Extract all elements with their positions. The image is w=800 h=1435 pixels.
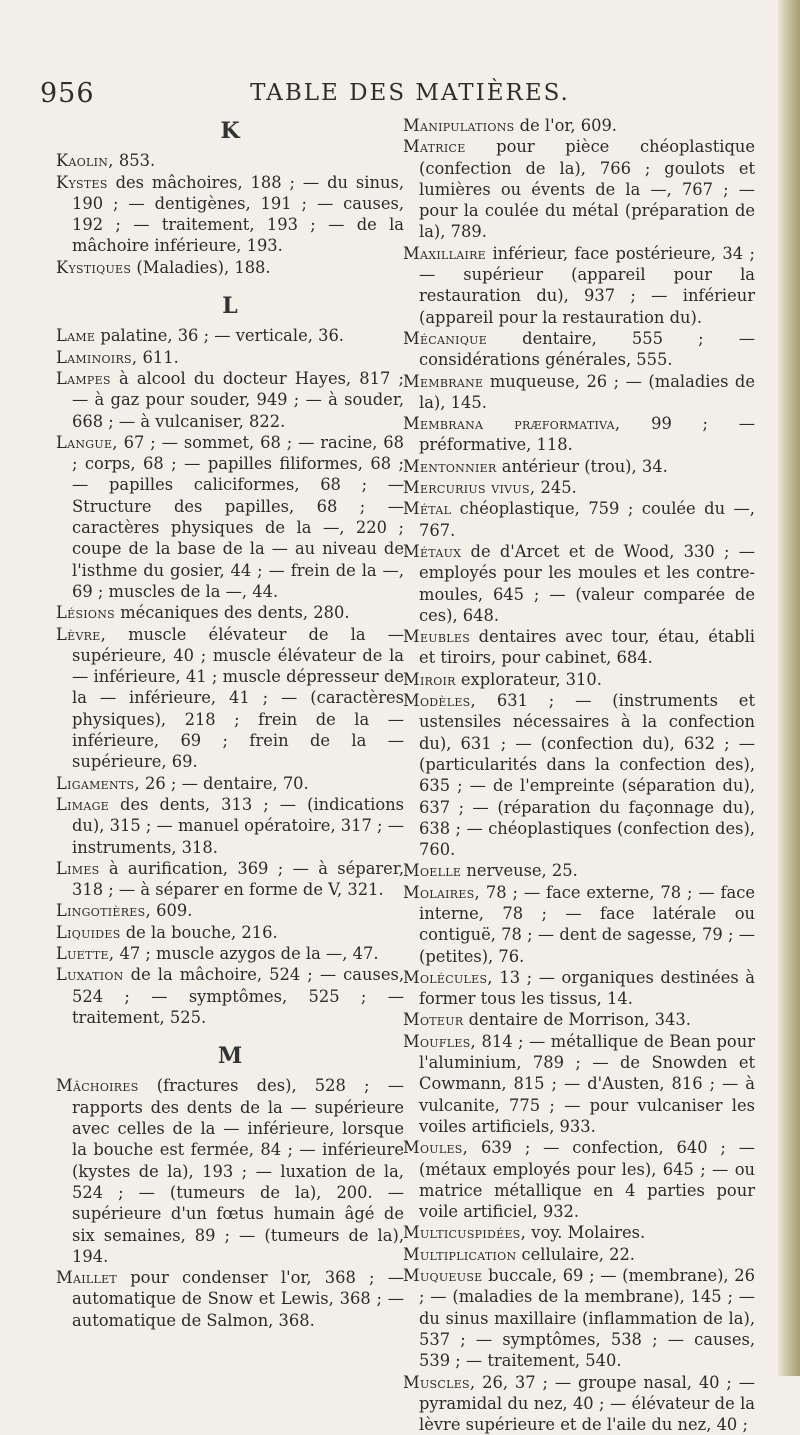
entry-headword: Mécanique <box>403 328 488 348</box>
page-header <box>40 78 780 108</box>
entry-text: des dents, 313 ; — (indications du), 315 ; — manuel opératoire, 317 ; — instruments, 318. <box>72 794 404 857</box>
page-edge-shadow <box>778 0 800 1376</box>
entry-text: 99 ; — préformative, 118. <box>419 414 755 455</box>
entry-headword: Moules, <box>403 1138 469 1158</box>
index-entry <box>403 967 755 1010</box>
index-entry <box>56 964 404 1028</box>
entry-text: des mâchoires, 188 ; — du sinus, 190 ; — dentigènes, 191 ; — causes, 192 ; — traitement, 193 ; — de la mâchoire inférieure, 193. <box>72 172 404 256</box>
entry-text: 26, 37 ; — groupe nasal, 40 ; — pyramidal du nez, 40 ; — élévateur de la lèvre supérieure et de l'aile du nez, 40 ; <box>419 1372 755 1435</box>
entry-headword: Mentonnier <box>403 456 497 476</box>
index-entry <box>56 368 404 432</box>
index-entry <box>56 172 404 257</box>
index-entry <box>56 943 404 964</box>
index-entry <box>56 257 404 278</box>
index-entry <box>403 626 755 669</box>
section-letter: K <box>220 118 240 144</box>
index-entry <box>56 858 404 901</box>
entry-headword: Lèvre, <box>56 624 107 644</box>
index-entry <box>403 413 755 456</box>
entry-text: 67 ; — sommet, 68 ; — racine, 68 ; corps, 68 ; — papilles filiformes, 68 ; — papilles caliciformes, 68 ; — Structure des papilles, 68 ; — caractères physiques de la —, 220 ; coupe de la base de la — au niveau de l'isthme du gosier, 44 ; — frein de la —, 69 ; muscles de la —, 44. <box>72 432 404 601</box>
entry-text: mécaniques des dents, 280. <box>115 603 350 623</box>
index-entry <box>56 922 404 943</box>
entry-text: voy. Molaires. <box>526 1223 646 1243</box>
entry-text: 609. <box>150 901 193 921</box>
entry-text: antérieur (trou), 34. <box>496 456 668 476</box>
entry-text: de l'or, 609. <box>514 116 617 135</box>
entry-text: nerveuse, 25. <box>461 861 578 881</box>
page-number: 956 <box>40 78 95 109</box>
entry-headword: Multiplication <box>403 1244 517 1264</box>
entry-text: explorateur, 310. <box>455 669 602 689</box>
entry-headword: Meubles <box>403 627 471 647</box>
entry-text: 611. <box>137 347 179 367</box>
entry-text: dentaire, 555 ; — considérations générales, 555. <box>419 328 755 370</box>
entry-text: 631 ; — (instruments et ustensiles nécessaires à la confection du), 631 ; — (confection du), 632 ; — (particularités dans la confection des), 635 ; — de l'empreinte (séparation du), 637 ; — (réparation du façonnage du), 638 ; — chéoplastiques (confection des), 760. <box>419 691 755 860</box>
index-entry <box>403 1222 755 1243</box>
index-entry <box>56 773 404 794</box>
entry-text: cellulaire, 22. <box>516 1244 635 1264</box>
entry-headword: Ligaments, <box>56 773 140 793</box>
entry-headword: Maxillaire <box>403 243 487 263</box>
index-entry <box>56 900 404 921</box>
index-entry <box>403 371 755 414</box>
index-entry <box>56 794 404 858</box>
entry-headword: Laminoirs, <box>56 347 138 367</box>
index-entry <box>403 541 755 626</box>
index-entry <box>403 115 755 136</box>
entry-headword: Matrice <box>403 137 466 157</box>
index-entry <box>56 347 404 368</box>
entry-text: 639 ; — confection, 640 ; — (métaux employés pour les), 645 ; — ou matrice métallique en 4 parties pour voile artificiel, 932. <box>419 1138 755 1222</box>
entry-text: palatine, 36 ; — verticale, 36. <box>95 326 344 346</box>
entry-headword: Molaires, <box>403 882 481 902</box>
entry-text: 814 ; — métallique de Bean pour l'aluminium, 789 ; — de Snowden et Cowmann, 815 ; — d'Austen, 816 ; — à vulcanite, 775 ; — pour vulcaniser les voiles artificiels, 933. <box>419 1031 755 1136</box>
entry-headword: Muqueuse <box>403 1266 483 1286</box>
entry-headword: Moelle <box>403 861 462 881</box>
entry-headword: Mercurius vivus, <box>403 478 536 498</box>
index-entry <box>56 602 404 623</box>
entry-headword: Mâchoires <box>56 1076 139 1096</box>
index-entry <box>403 1009 755 1030</box>
index-entry <box>56 1075 404 1267</box>
entry-headword: Molécules, <box>403 967 493 987</box>
entry-text: muscle élévateur de la — supérieure, 40 ; muscle élévateur de la — inférieure, 41 ; muscle dépresseur de la — inférieure, 41 ; — (caractères physiques), 218 ; frein de la — inférieure, 69 ; frein de la — supérieure, 69. <box>72 624 404 772</box>
entry-headword: Manipulations <box>403 116 515 135</box>
entry-headword: Luette, <box>56 943 115 963</box>
entry-text: dentaire de Morrison, 343. <box>463 1010 691 1030</box>
entry-text: 245. <box>535 478 577 498</box>
entry-text: buccale, 69 ; — (membrane), 26 ; — (maladies de la membrane), 145 ; — du sinus maxillaire (inflammation de la), 537 ; — symptômes, 538 ; — causes, 539 ; — traitement, 540. <box>419 1266 755 1371</box>
index-entry <box>403 136 755 242</box>
entry-headword: Langue, <box>56 432 118 452</box>
entry-text: de d'Arcet et de Wood, 330 ; — employés pour les moules et les contre-moules, 645 ; — (valeur comparée de ces), 648. <box>419 541 755 625</box>
entry-headword: Lame <box>56 326 96 346</box>
index-entry <box>403 456 755 477</box>
entry-headword: Kystiques <box>56 257 132 277</box>
entry-headword: Métaux <box>403 541 462 561</box>
index-entry <box>56 624 404 773</box>
index-entry <box>403 690 755 860</box>
entry-text: à aurification, 369 ; — à séparer, 318 ; — à séparer en forme de V, 321. <box>72 858 404 900</box>
index-entry <box>403 328 755 371</box>
index-entry <box>403 477 755 498</box>
entry-headword: Muscles, <box>403 1372 476 1392</box>
entry-text: 26 ; — dentaire, 70. <box>139 773 309 793</box>
entry-headword: Métal <box>403 499 452 519</box>
entry-text: muqueuse, 26 ; — (maladies de la), 145. <box>419 371 755 412</box>
entry-headword: Membrana præformativa, <box>403 414 621 434</box>
entry-text: (Maladies), 188. <box>131 257 271 277</box>
entry-headword: Miroir <box>403 669 456 689</box>
entry-headword: Lampes <box>56 368 111 388</box>
entry-text: pour pièce chéoplastique (confection de la), 766 ; goulots et lumières ou évents de la —, 767 ; — pour la coulée du métal (préparation de la), 789. <box>419 137 755 242</box>
index-entry <box>403 1372 755 1435</box>
section-letter: L <box>222 293 238 320</box>
entry-headword: Limage <box>56 794 109 814</box>
entry-text: 13 ; — organiques destinées à former tous les tissus, 14. <box>419 967 755 1009</box>
entry-headword: Moteur <box>403 1010 464 1030</box>
entry-headword: Kaolin, <box>56 151 114 171</box>
entry-text: à alcool du docteur Hayes, 817 ; — à gaz pour souder, 949 ; — à souder, 668 ; — à vulcaniser, 822. <box>72 368 404 431</box>
index-entry <box>403 1137 755 1222</box>
entry-text: de la bouche, 216. <box>120 922 278 942</box>
entry-text: (fractures des), 528 ; — rapports des dents de la — supérieure avec celles de la — inférieure, lorsque la bouche est fermée, 84 ; — inférieure (kystes de la), 193 ; — luxation de la, 524 ; — (tumeurs de la), 200. — supérieure d'un fœtus humain âgé de six semaines, 89 ; — (tumeurs de la), 194. <box>72 1076 404 1266</box>
entry-text: dentaires avec tour, étau, établi et tiroirs, pour cabinet, 684. <box>419 627 755 668</box>
index-entry <box>403 498 755 541</box>
entry-text: 47 ; muscle azygos de la —, 47. <box>114 943 379 963</box>
entry-headword: Limes <box>56 858 100 878</box>
index-entry <box>56 432 404 602</box>
entry-headword: Lésions <box>56 603 116 623</box>
entry-headword: Liquides <box>56 922 121 942</box>
entry-text: pour condenser l'or, 368 ; — automatique de Snow et Lewis, 368 ; — automatique de Salmon, 368. <box>72 1268 404 1330</box>
index-entry <box>403 1265 755 1371</box>
entry-text: inférieur, face postérieure, 34 ; — supérieur (appareil pour la restauration du), 937 ; — inférieur (appareil pour la restauration du). <box>419 243 755 327</box>
entry-text: chéoplastique, 759 ; coulée du —, 767. <box>419 499 755 540</box>
index-entry <box>56 150 404 171</box>
running-title: TABLE DES MATIÈRES. <box>250 80 570 106</box>
entry-headword: Maillet <box>56 1268 118 1288</box>
entry-text: 78 ; — face externe, 78 ; — face interne, 78 ; — face latérale ou contiguë, 78 ; — dent de sagesse, 79 ; — (petites), 76. <box>419 882 755 966</box>
entry-text: 853. <box>113 151 156 171</box>
index-column-left <box>56 115 404 1331</box>
index-entry <box>56 325 404 346</box>
section-letter: M <box>217 1043 243 1070</box>
index-column-right <box>403 115 755 1435</box>
index-entry <box>56 1267 404 1331</box>
entry-headword: Membrane <box>403 371 484 391</box>
entry-headword: Lingotières, <box>56 901 151 921</box>
entry-headword: Multicuspidées, <box>403 1223 527 1243</box>
index-entry <box>403 1031 755 1137</box>
entry-text: de la mâchoire, 524 ; — causes, 524 ; — symptômes, 525 ; — traitement, 525. <box>72 965 404 1027</box>
index-entry <box>403 860 755 881</box>
entry-headword: Luxation <box>56 965 124 985</box>
index-entry <box>403 882 755 967</box>
index-entry <box>403 243 755 328</box>
entry-headword: Moufles, <box>403 1031 477 1051</box>
entry-headword: Kystes <box>56 172 108 192</box>
index-entry <box>403 1244 755 1265</box>
entry-headword: Modèles, <box>403 691 476 711</box>
index-entry <box>403 669 755 690</box>
